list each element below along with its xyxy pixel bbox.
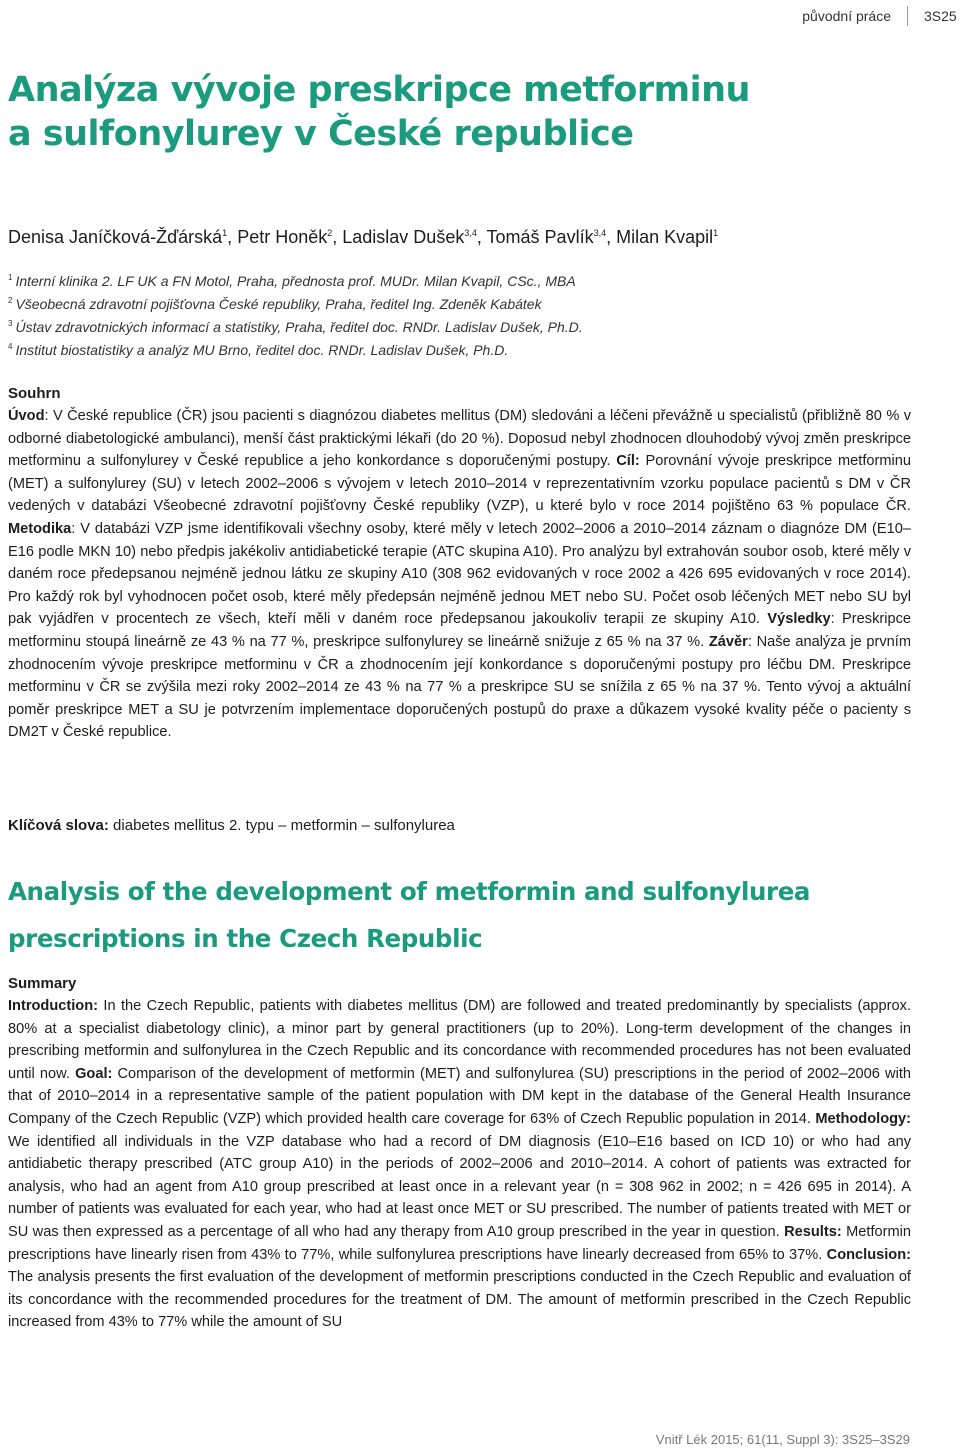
affiliation-item: [8, 293, 583, 316]
author-name: Tomáš Pavlík: [486, 227, 594, 247]
abstract-text: The analysis presents the first evaluation of the development of metformin prescriptions conducted in the Czech Republic and evaluation of its concordance with the recommended procedures for the treatment of DM. The amount of metformin prescribed in the Czech Republic increased from 43% to 77% while the amount of SU: [8, 1269, 911, 1331]
abstract-en-heading: Summary: [8, 975, 77, 992]
abstract-text: : V databázi VZP jsme identifikovali všechny osoby, které měly v letech 2002–2006 a 2010–2014 záznam o diagnóze DM (E10–E16 podle MKN 10) nebo předpis jakékoliv antidiabetické terapie (ATC skupina A10). Pro analýzu byl extrahován soubor osob, které měly v daném roce předepsanou nejméně jednou látku ze skupiny A10 (308 962 evidovaných v roce 2002 a 426 695 evidovaných v roce 2014). Pro každý rok byl vyhodnocen počet osob, které měly předepsán nejméně jednou MET nebo SU. Počet osob léčených MET nebo SU byl pak vyjádřen v procentech ze všech, kteří měli v daném roce předepsanou jakoukoliv terapii ze skupiny A10.: [8, 520, 911, 628]
title-cz-line-1: Analýza vývoje preskripce metforminu: [8, 70, 750, 110]
keywords: [8, 815, 455, 837]
run-in-heading: Goal:: [75, 1065, 113, 1082]
abstract-text: Metformin prescriptions have linearly risen from 43% to 77%, while sulfonylurea prescriptions have linearly decreased from 65% to 37%.: [8, 1223, 911, 1263]
abstract-text: Porovnání vývoje preskripce metforminu (MET) a sulfonylurey (SU) v letech 2002–2006 s vývojem v letech 2010–2014 v reprezentativním vzorku populace pacientů s DM v ČR vedených v databázi Všeobecné zdravotní pojišťovny České republiky (VZP), u které bylo v roce 2014 pojištěno 63 % populace ČR.: [8, 453, 912, 515]
author-affil-sup: 1: [222, 228, 228, 238]
run-in-heading: Výsledky: [767, 611, 831, 628]
author-list: Denisa Janíčková-Žďárská$^1$, Petr Honěk$^2$, Ladislav Dušek$^{3,4}$, Tomáš Pavlík$^{3,4}$, Milan Kvapil$^1$: [8, 227, 719, 247]
affiliation-item: [8, 339, 583, 362]
affiliation-item: [8, 316, 583, 339]
author-affil-sup: 3,4: [593, 228, 607, 238]
section-label: původní práce: [802, 8, 891, 24]
affil-text: Ústav zdravotnických informací a statistiky, Praha, ředitel doc. RNDr. Ladislav Dušek, Ph.D.: [15, 319, 583, 335]
affil-number: 1: [8, 273, 13, 283]
author-name: Denisa Janíčková-Žďárská: [8, 227, 223, 247]
abstract-text: We identified all individuals in the VZP database who had a record of DM diagnosis (E10–E16 based on ICD 10) or who had any antidiabetic therapy prescribed (ATC group A10) in the periods of 2002–2006 and 2010–2014. A cohort of patients was extracted for analysis, who had an agent from A10 group prescribed at least once in a relevant year (n = 308 962 in 2002; n = 426 695 in 2014). A number of patients was evaluated for each year, who had at least once MET or SU prescribed. The number of patients treated with MET or SU was then expressed as a percentage of all who had any therapy from A10 group prescribed in the year in question.: [8, 1133, 911, 1240]
article-title-en: [8, 868, 908, 962]
abstract-text: : Preskripce metforminu stoupá lineárně ze 43 % na 77 %, preskripce sulfonylurey se lineárně snižuje z 65 % na 37 %.: [8, 611, 911, 650]
run-in-heading: Cíl:: [616, 453, 640, 470]
title-en-line-1: Analysis of the development of metformin and sulfonylurea: [8, 877, 811, 906]
keywords-label: Klíčová slova:: [8, 817, 109, 834]
abstract-text: Comparison of the development of metformin (MET) and sulfonylurea (SU) prescriptions in the period of 2002–2006 with that of 2010–2014 in a representative sample of the patient population with DM kept in the database of the General Health Insurance Company of the Czech Republic (VZP) which provided health care coverage for 63% of Czech Republic population in 2014.: [8, 1065, 911, 1127]
run-in-heading: Introduction:: [8, 998, 98, 1014]
run-in-heading: Závěr: [708, 633, 748, 650]
author-name: Milan Kvapil: [616, 227, 714, 247]
affil-text: Interní klinika 2. LF UK a FN Motol, Praha, přednosta prof. MUDr. Milan Kvapil, CSc., MBA: [15, 273, 576, 289]
author-name: Petr Honěk: [237, 227, 328, 247]
abstract-cz-heading: Souhrn: [8, 385, 61, 402]
run-in-heading: Methodology:: [815, 1110, 911, 1127]
article-title-cz: [8, 68, 908, 156]
page-number: 3S25: [924, 8, 957, 24]
running-header: [802, 6, 960, 26]
keywords-text: diabetes mellitus 2. typu – metformin – sulfonylurea: [108, 817, 455, 834]
affiliation-list: [8, 270, 583, 362]
affil-number: 3: [8, 319, 13, 329]
title-cz-line-2: a sulfonylurey v České republice: [8, 114, 634, 154]
author-affil-sup: 1: [713, 228, 719, 238]
citation-footer: Vnitř Lék 2015; 61(11, Suppl 3): 3S25–3S29: [655, 1432, 910, 1447]
affil-number: 4: [8, 342, 13, 352]
abstract-en-body: [8, 995, 911, 1334]
run-in-heading: Metodika: [8, 520, 72, 537]
run-in-heading: Results:: [784, 1223, 842, 1240]
abstract-text: In the Czech Republic, patients with diabetes mellitus (DM) are followed and treated predominantly by specialists (approx. 80% at a specialist diabetology clinic), a minor part by general practitioners (up to 20%). Long-term development of the changes in prescribing metformin and sulfonylurea in the Czech Republic and its concordance with recommended procedures has not been evaluated until now.: [8, 998, 911, 1082]
run-in-heading: Conclusion:: [826, 1246, 911, 1263]
title-en-line-2: prescriptions in the Czech Republic: [8, 924, 483, 953]
author-affil-sup: 2: [327, 228, 333, 238]
abstract-cz: [8, 383, 911, 744]
affiliation-item: [8, 270, 583, 293]
abstract-cz-body: [8, 405, 911, 744]
abstract-en: [8, 973, 911, 1334]
affil-text: Institut biostatistiky a analýz MU Brno, ředitel doc. RNDr. Ladislav Dušek, Ph.D.: [15, 342, 509, 358]
abstract-text: : V České republice (ČR) jsou pacienti s diagnózou diabetes mellitus (DM) sledováni a léčeni převážně u specialistů (přibližně 80 % v odborné diabetologické ambulanci), menší část praktickými lékaři (do 20 %). Doposud nebyl zhodnocen dlouhodobý vývoj změn preskripce metforminu a sulfonylurey v České republice a jeho konkordance s doporučenými postupy.: [8, 408, 911, 470]
affil-text: Všeobecná zdravotní pojišťovna České republiky, Praha, ředitel Ing. Zdeněk Kabátek: [15, 296, 542, 312]
author-name: Ladislav Dušek: [342, 227, 465, 247]
affil-number: 2: [8, 296, 13, 306]
author-affil-sup: 3,4: [464, 228, 477, 238]
abstract-text: : Naše analýza je prvním zhodnocením vývoje preskripce metforminu v ČR a zhodnocením její konkordance s doporučenými postupy pro léčbu DM. Preskripce metforminu v ČR se zvýšila mezi roky 2002–2014 ze 43 % na 77 % a preskripce SU se snížila z 65 % na 37 %. Tento vývoj a aktuální poměr preskripce MET a SU je potvrzením implementace doporučených postupů do praxe a důkazem vysoké kvality péče o pacienty s DM2T v České republice.: [8, 633, 912, 741]
run-in-heading: Úvod: [8, 408, 45, 424]
